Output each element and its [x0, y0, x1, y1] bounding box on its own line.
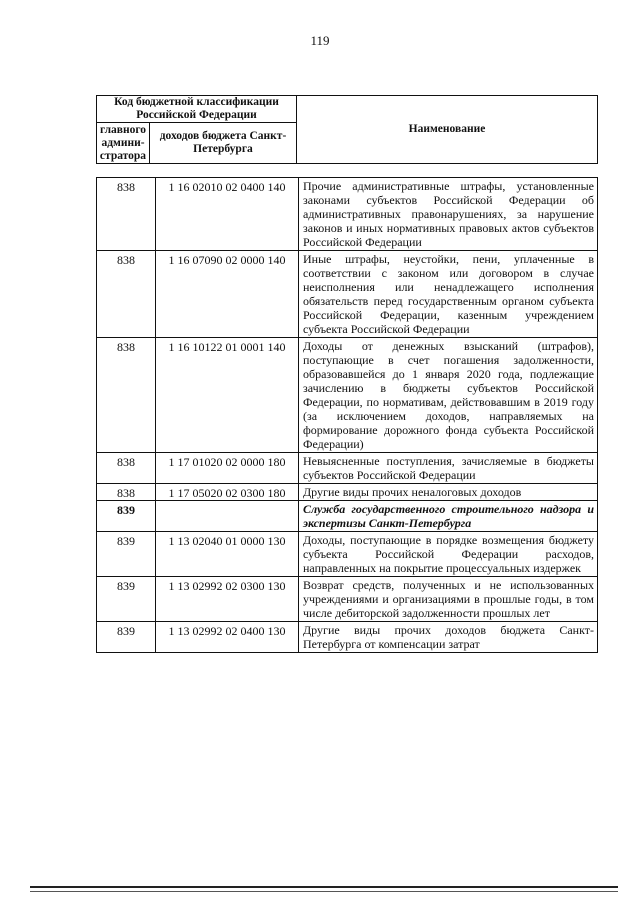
table-row — [97, 338, 598, 453]
name-cell: Другие виды прочих неналоговых доходов — [299, 484, 598, 501]
name-cell: Другие виды прочих доходов бюджета Санкт-Петербурга от компенсации затрат — [299, 622, 598, 653]
income-code-cell: 1 17 01020 02 0000 180 — [156, 453, 299, 484]
name-cell: Возврат средств, полученных и не использованных учреждениями и организациями в прошлые годы, в том числе дебиторской задолженности прошлых лет — [299, 577, 598, 622]
admin-code-cell: 839 — [97, 501, 156, 532]
table-body — [97, 178, 598, 653]
admin-code-cell: 838 — [97, 178, 156, 251]
name-cell: Прочие административные штрафы, установленные законами субъектов Российской Федерации об административных правонарушениях, за нарушение законов и иных нормативных правовых актов субъектов Российской Федерации — [299, 178, 598, 251]
admin-code-cell: 839 — [97, 577, 156, 622]
table-row — [97, 532, 598, 577]
header-income-column: доходов бюджета Санкт-Петербурга — [150, 123, 297, 164]
name-cell: Невыясненные поступления, зачисляемые в бюджеты субъектов Российской Федерации — [299, 453, 598, 484]
income-code-cell: 1 17 05020 02 0300 180 — [156, 484, 299, 501]
table-header — [96, 95, 598, 164]
table-row — [97, 484, 598, 501]
table-row — [97, 501, 598, 532]
table-row — [97, 577, 598, 622]
table-row — [97, 251, 598, 338]
income-code-cell: 1 16 10122 01 0001 140 — [156, 338, 299, 453]
budget-table — [96, 177, 598, 653]
income-code-cell: 1 16 02010 02 0400 140 — [156, 178, 299, 251]
name-cell: Служба государственного строительного надзора и экспертизы Санкт-Петербурга — [299, 501, 598, 532]
name-cell: Доходы от денежных взысканий (штрафов), поступающие в счет погашения задолженности, образовавшейся до 1 января 2020 года, подлежащие зачислению в бюджеты субъектов Российской Федерации, по нормативам, действовавшим в 2019 году (за исключением доходов, направляемых на формирование дорожного фонда субъекта Российской Федерации) — [299, 338, 598, 453]
admin-code-cell: 839 — [97, 532, 156, 577]
page-number: 119 — [310, 33, 330, 48]
admin-code-cell: 838 — [97, 453, 156, 484]
header-name-column: Наименование — [297, 96, 598, 164]
admin-code-cell: 838 — [97, 251, 156, 338]
income-code-cell: 1 13 02040 01 0000 130 — [156, 532, 299, 577]
income-code-cell: 1 13 02992 02 0300 130 — [156, 577, 299, 622]
table-row — [97, 178, 598, 251]
footer-rule — [30, 886, 618, 888]
admin-code-cell: 838 — [97, 338, 156, 453]
table-row — [97, 453, 598, 484]
header-group-title: Код бюджетной классификации Российской Федерации — [97, 96, 297, 123]
footer-rule-thin — [30, 891, 618, 892]
income-code-cell: 1 13 02992 02 0400 130 — [156, 622, 299, 653]
admin-code-cell: 838 — [97, 484, 156, 501]
admin-code-cell: 839 — [97, 622, 156, 653]
name-cell: Доходы, поступающие в порядке возмещения бюджету субъекта Российской Федерации расходов, направленных на покрытие процессуальных издержек — [299, 532, 598, 577]
income-code-cell: 1 16 07090 02 0000 140 — [156, 251, 299, 338]
table-row — [97, 622, 598, 653]
income-code-cell — [156, 501, 299, 532]
name-cell: Иные штрафы, неустойки, пени, уплаченные в соответствии с законом или договором в случае неисполнения или ненадлежащего исполнения обязательств перед государственным органом субъекта Российской Федерации, казенным учреждением субъекта Российской Федерации — [299, 251, 598, 338]
header-admin-column: главного админи-стратора — [97, 123, 150, 164]
